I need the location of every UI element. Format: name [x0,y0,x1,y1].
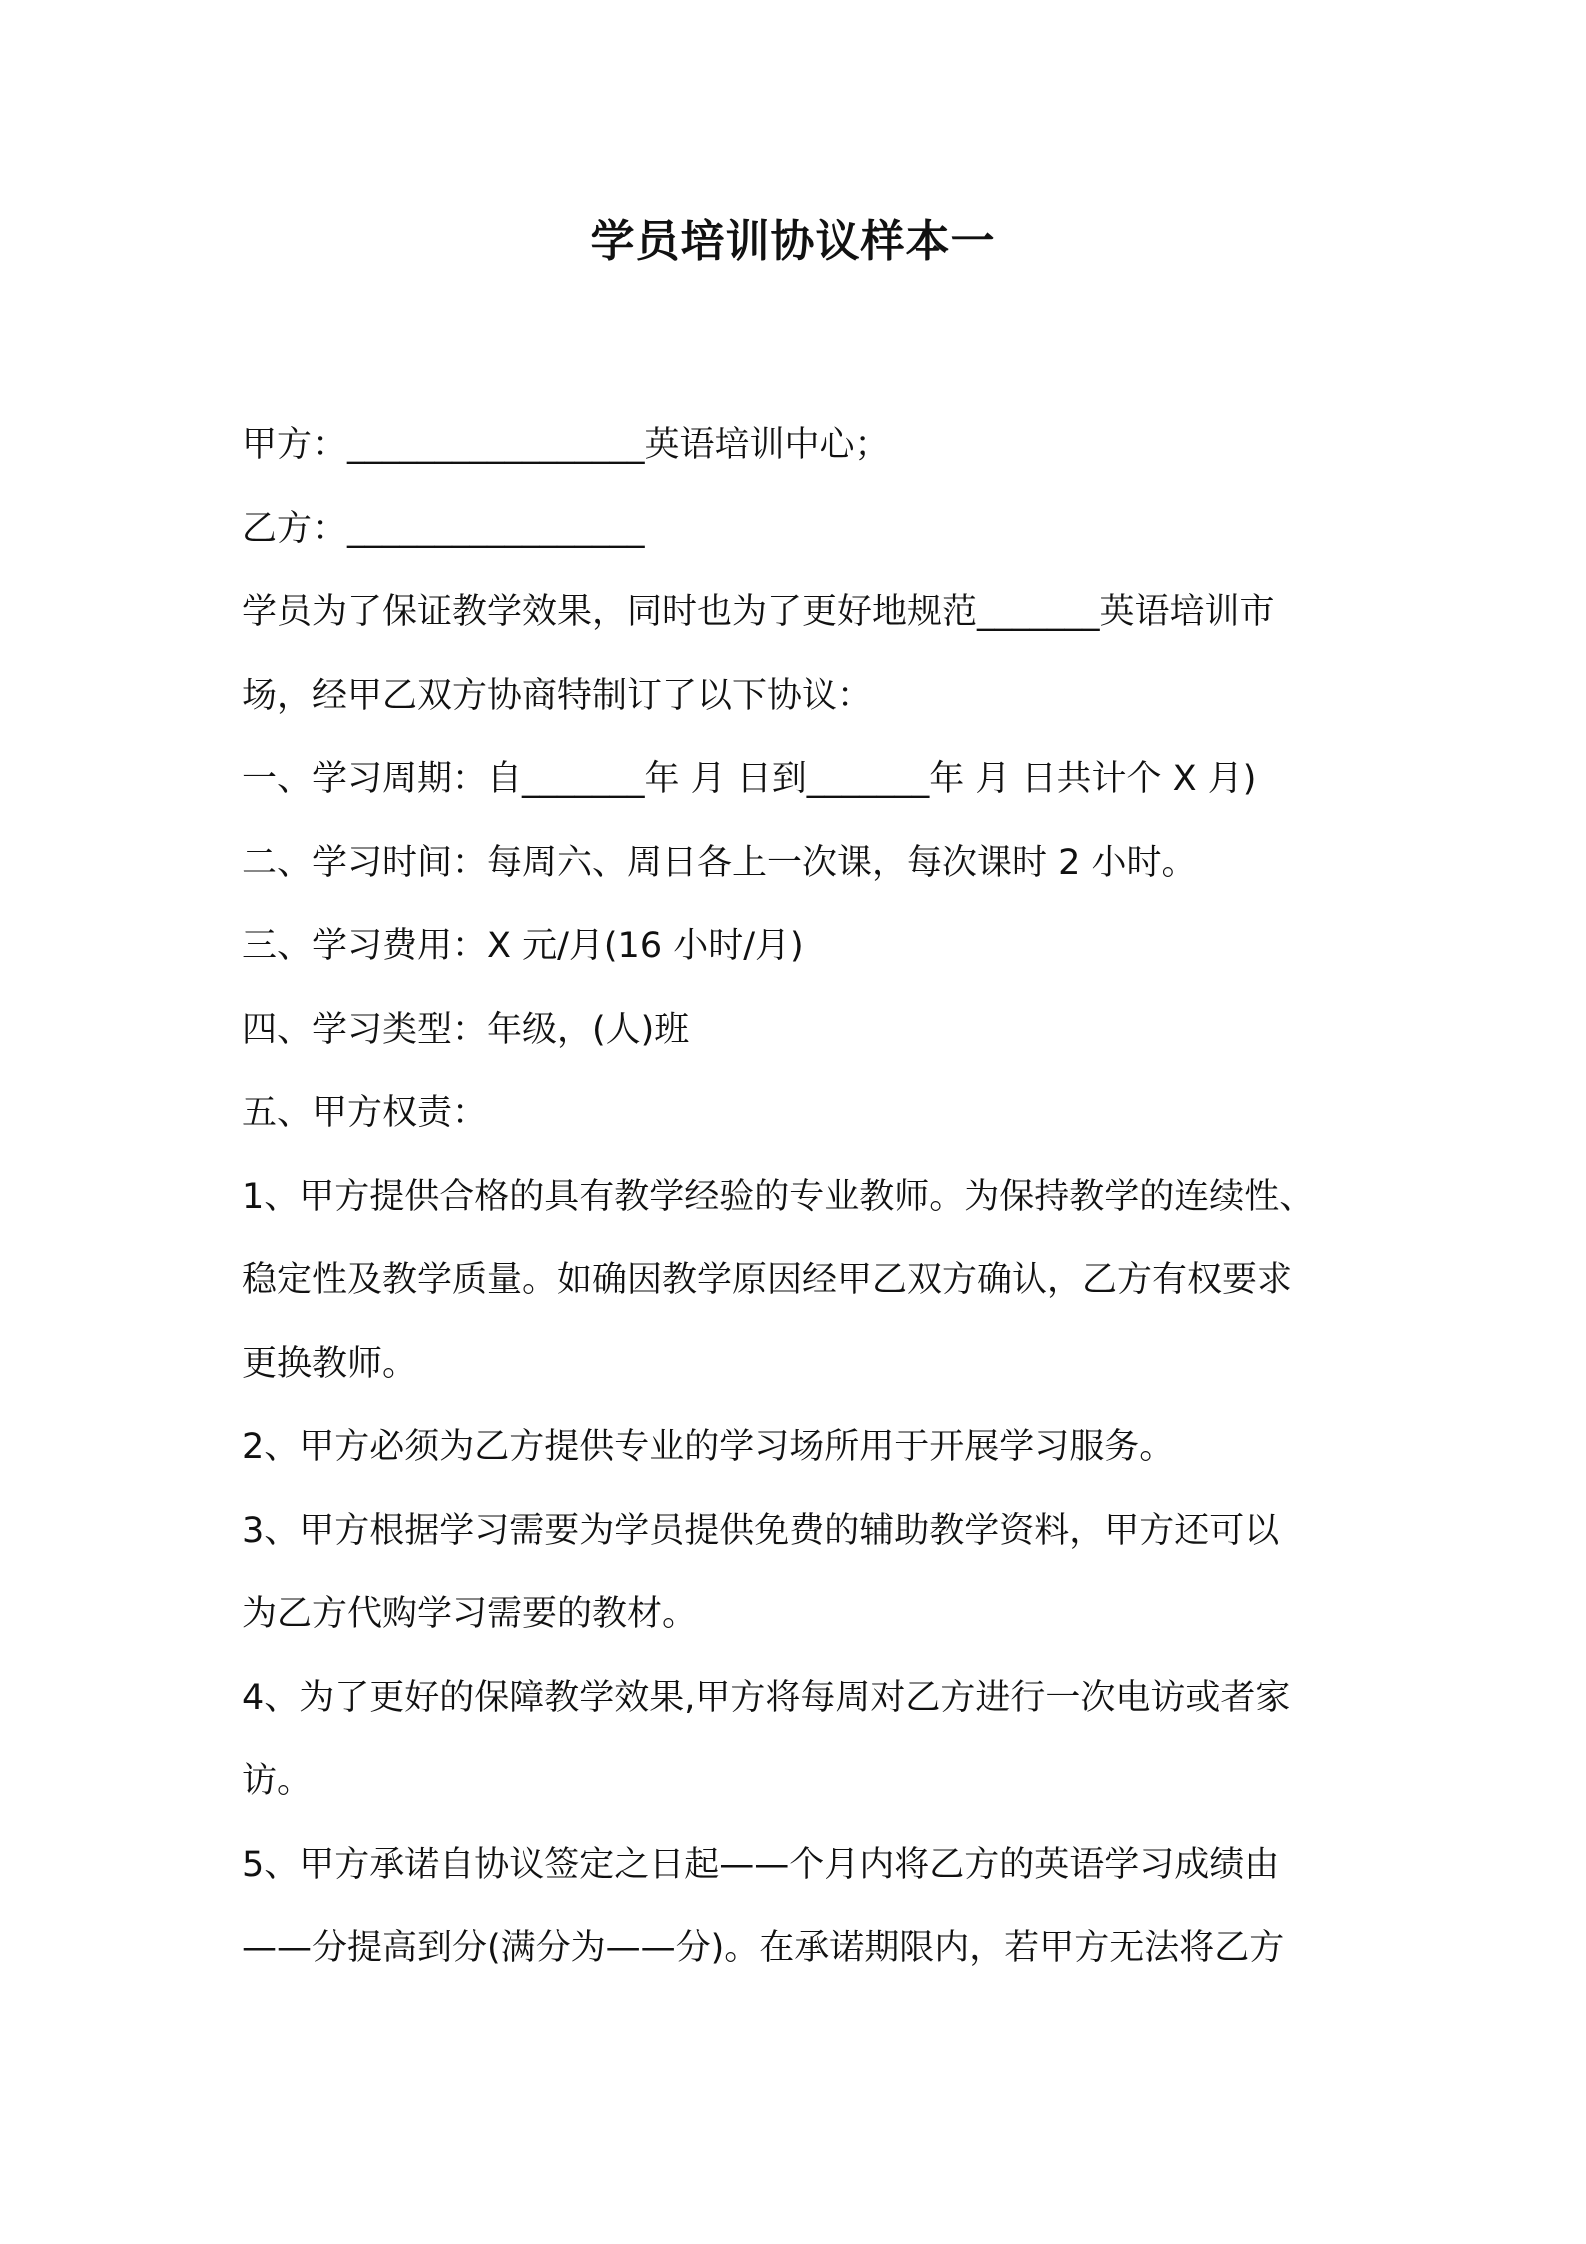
clause-study-fee: 三、学习费用：X 元/月(16 小时/月) [242,926,804,966]
document-title: 学员培训协议样本一 [590,216,996,267]
item-3-line-2: 为乙方代购学习需要的教材。 [242,1594,698,1634]
item-5-line-2: ——分提高到分(满分为——分)。在承诺期限内，若甲方无法将乙方 [242,1928,1285,1968]
item-2-line-1: 2、甲方必须为乙方提供专业的学习场所用于开展学习服务。 [242,1427,1175,1467]
item-1-line-1: 1、甲方提供合格的具有教学经验的专业教师。为保持教学的连续性、 [242,1176,1315,1217]
item-5-line-1: 5、甲方承诺自协议签定之日起——个月内将乙方的英语学习成绩由 [242,1844,1280,1885]
clause-study-type: 四、学习类型：年级，(人)班 [242,1009,690,1050]
item-3-line-1: 3、甲方根据学习需要为学员提供免费的辅助教学资料，甲方还可以 [242,1510,1280,1551]
party-a-line: 甲方：_________________英语培训中心； [242,425,890,465]
item-4-line-1: 4、为了更好的保障教学效果,甲方将每周对乙方进行一次电访或者家 [242,1677,1291,1718]
intro-line-1: 学员为了保证教学效果，同时也为了更好地规范_______英语培训市 [242,592,1275,632]
item-1-line-2: 稳定性及教学质量。如确因教学原因经甲乙双方确认，乙方有权要求 [242,1260,1293,1300]
clause-study-time: 二、学习时间：每周六、周日各上一次课，每次课时 2 小时。 [242,842,1197,883]
clause-party-a-rights: 五、甲方权责： [242,1093,488,1133]
clause-study-period: 一、学习周期：自_______年 月 日到_______年 月 日共计个 X 月) [242,759,1257,799]
party-b-line: 乙方：_________________ [242,508,645,549]
item-1-line-3: 更换教师。 [242,1343,418,1384]
document-body [242,404,1362,1991]
item-4-line-2: 访。 [242,1761,313,1801]
intro-line-2: 场，经甲乙双方协商特制订了以下协议： [242,675,873,716]
